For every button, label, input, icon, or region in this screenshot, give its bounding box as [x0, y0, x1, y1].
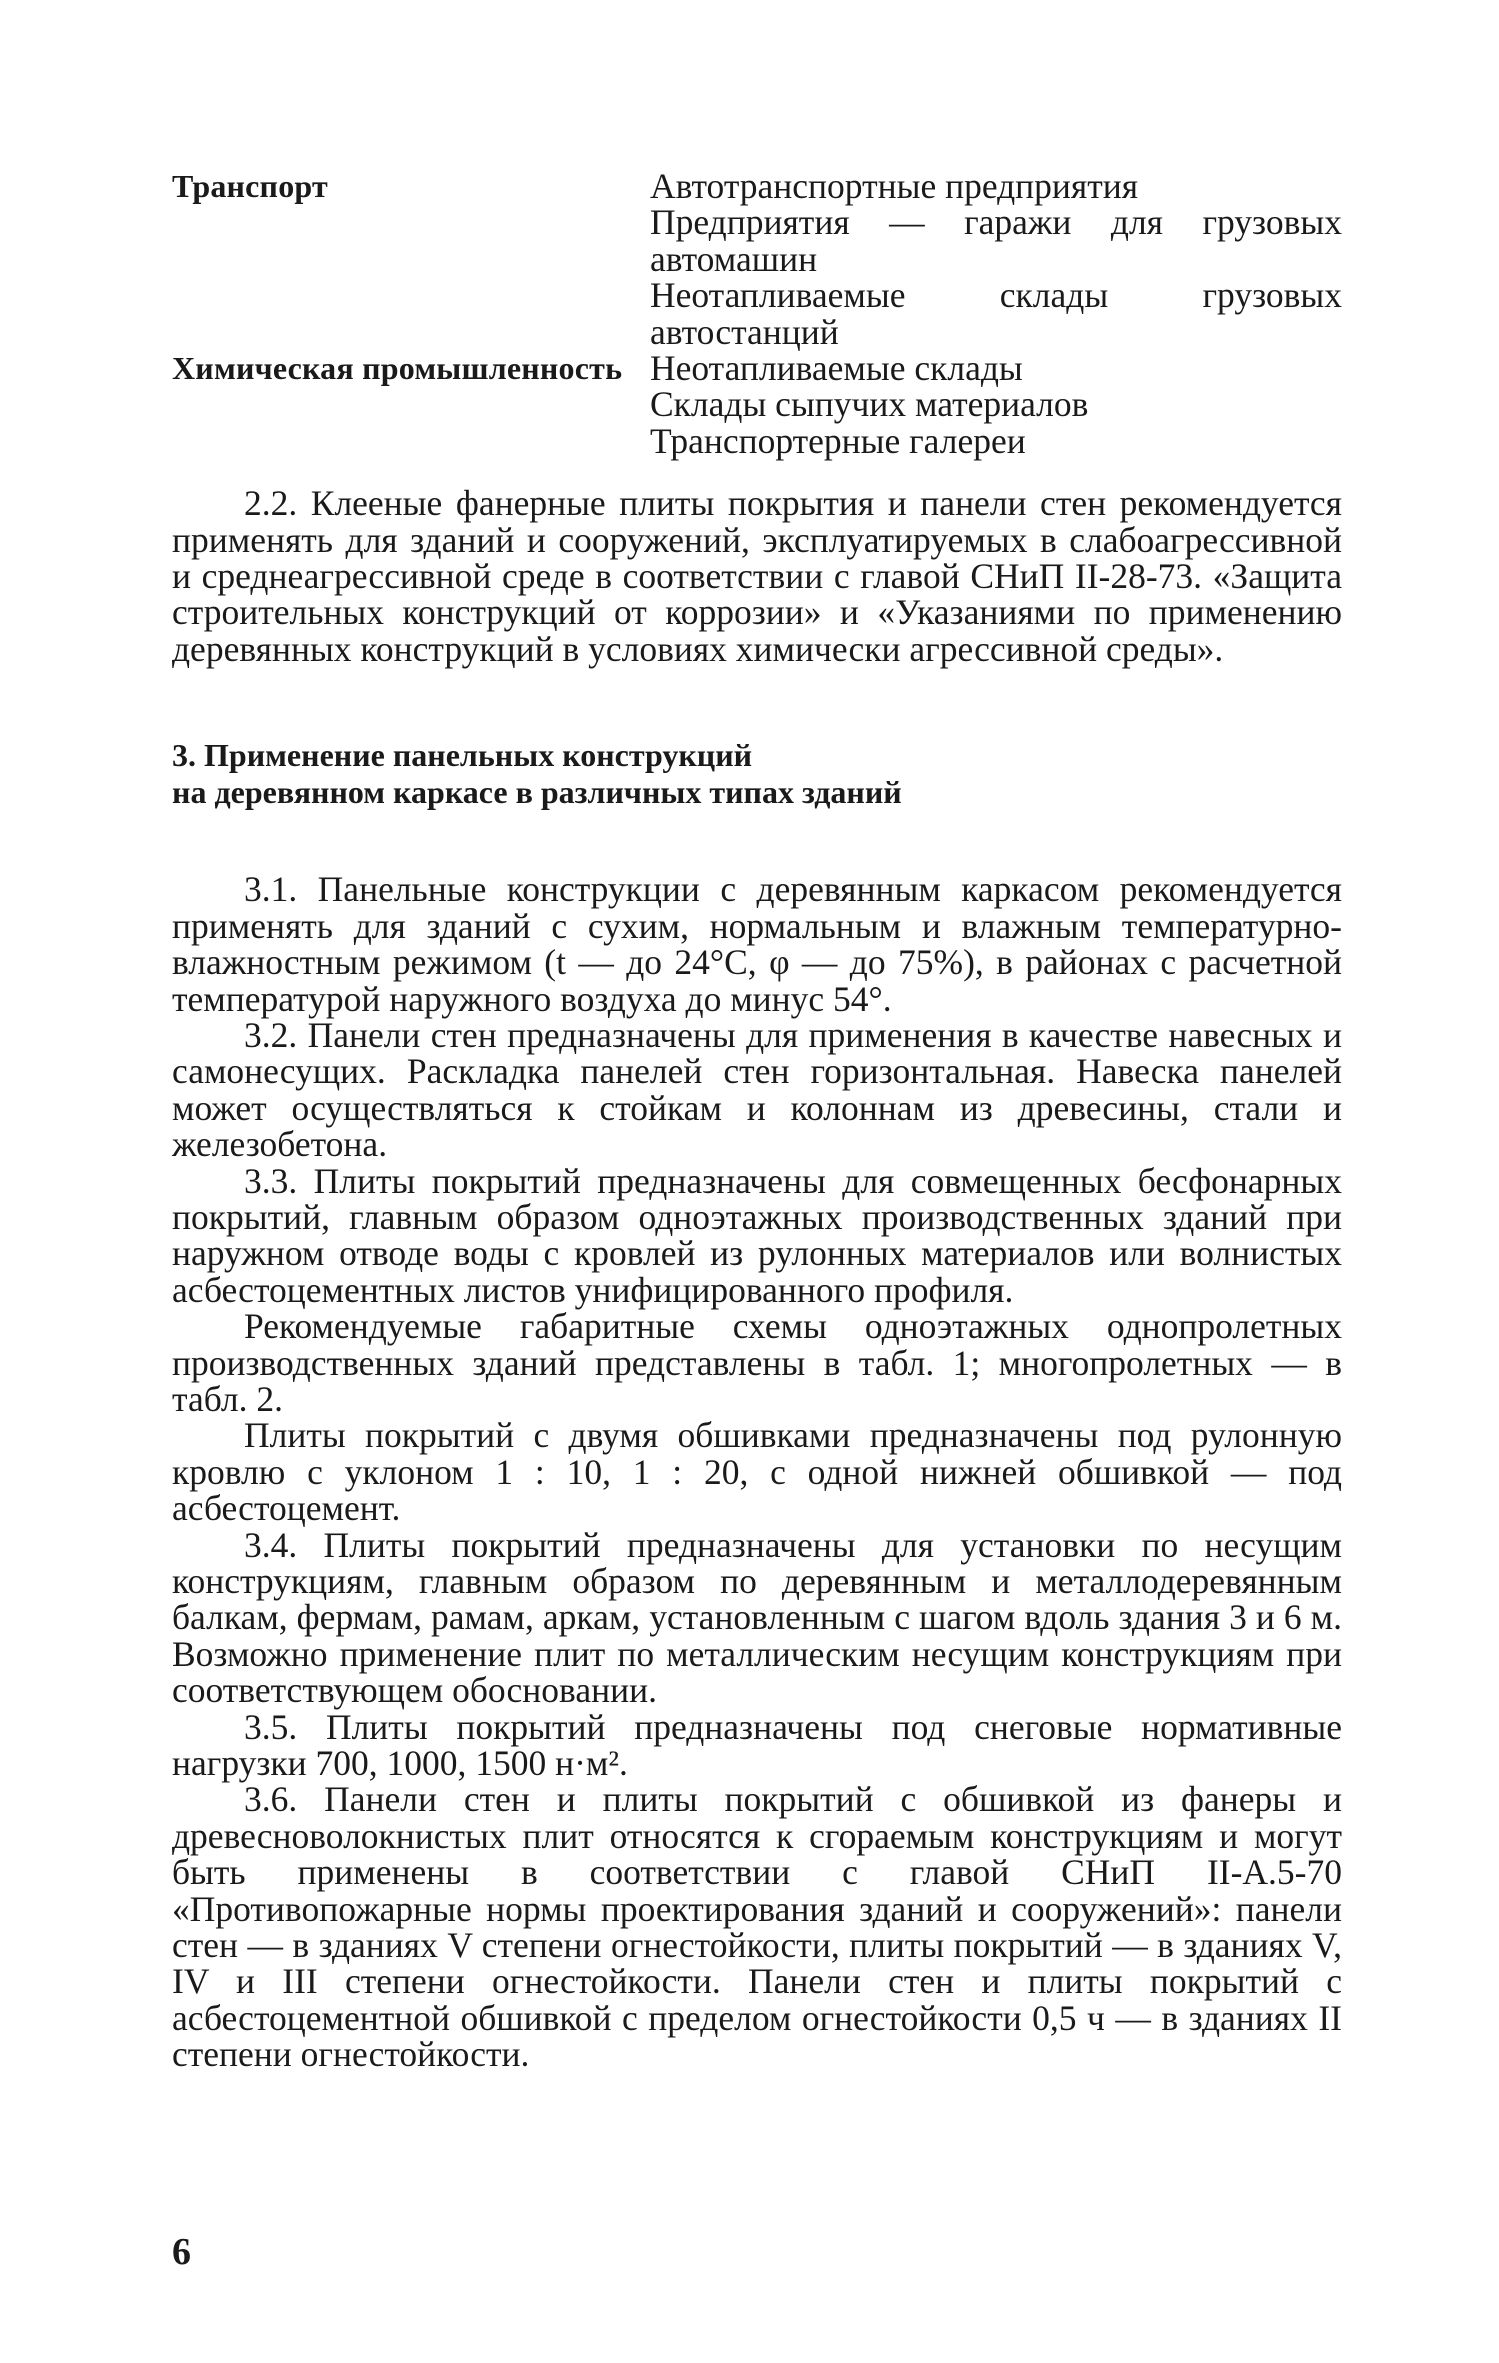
paragraph-3-5: 3.5. Плиты покрытий предназначены под снеговые нормативные нагрузки 700, 1000, 1500 н·м².	[172, 1706, 1342, 1784]
paragraph-3-2: 3.2. Панели стен предназначены для применения в качестве навесных и самонесущих. Раскладка панелей стен горизонтальная. Навеска панелей может осуществляться к стойкам и колоннам из древесины, стали и железобетона.	[172, 1014, 1342, 1165]
paragraph-3-3-roofing: Плиты покрытий с двумя обшивками предназначены под рулонную кровлю с уклоном 1 : 10, 1 : 20, с одной нижней обшивкой — под асбестоцемент.	[172, 1415, 1342, 1529]
table-entries	[650, 168, 1342, 459]
table-entry: Неотапливаемые склады грузовых автостанций	[650, 275, 1342, 352]
section-3-heading	[172, 737, 1342, 811]
paragraph-3-1: 3.1. Панельные конструкции с деревянным каркасом рекомендуется применять для зданий с сухим, нормальным и влажным температурно-влажностным режимом (t — до 24°С, φ — до 75%), в районах с расчетной температурой наружного воздуха до минус 54°.	[172, 869, 1342, 1019]
table-entry: Автотранспортные предприятия	[650, 166, 1139, 206]
paragraph-3-3-schemes: Рекомендуемые габаритные схемы одноэтажных однопролетных производственных зданий представлены в табл. 1; многопролетных — в табл. 2.	[172, 1306, 1342, 1419]
category-chemical-industry: Химическая промышленность	[172, 350, 623, 386]
paragraph-2-2: 2.2. Клееные фанерные плиты покрытия и панели стен рекомендуется применять для зданий и сооружений, эксплуатируемых в слабоагрессивной и среднеагрессивной среде в соответствии с главой СНиП II-28-73. «Защита строительных конструкций от коррозии» и «Указаниями по применению деревянных конструкций в условиях химически агрессивной среды».	[172, 483, 1342, 669]
page-number: 6	[172, 2231, 191, 2273]
table-entry: Транспортерные галереи	[650, 420, 1026, 461]
table-categories	[172, 168, 650, 459]
table-entry: Предприятия — гаражи для грузовых автомашин	[650, 202, 1342, 279]
document-page	[172, 168, 1342, 2073]
paragraph-3-4: 3.4. Плиты покрытий предназначены для установки по несущим конструкциям, главным образом по деревянным и металлодеревянным балкам, фермам, рамам, аркам, установленным с шагом вдоль здания 3 и 6 м. Возможно применение плит по металлическим несущим конструкциям при соответствующем обосновании.	[172, 1524, 1342, 1711]
table-row-category	[172, 350, 650, 386]
section-3-heading-line2: на деревянном каркасе в различных типах зданий	[172, 774, 902, 811]
category-transport: Транспорт	[172, 168, 328, 204]
building-type-table	[172, 168, 1342, 459]
section-3-heading-line1: 3. Применение панельных конструкций	[172, 737, 753, 774]
paragraph-3-6: 3.6. Панели стен и плиты покрытий с обшивкой из фанеры и древесноволокнистых плит относятся к сгораемым конструкциям и могут быть применены в соответствии с главой СНиП II-А.5-70 «Противопожарные нормы проектирования зданий и сооружений»: панели стен — в зданиях V степени огнестойкости, плиты покрытий — в зданиях V, IV и III степени огнестойкости. Панели стен и плиты покрытий с асбестоцементной обшивкой с пределом огнестойкости 0,5 ч — в зданиях II степени огнестойкости.	[172, 1779, 1342, 2075]
paragraph-3-3: 3.3. Плиты покрытий предназначены для совмещенных бесфонарных покрытий, главным образом одноэтажных производственных зданий при наружном отводе воды с кровлей из рулонных материалов или волнистых асбестоцементных листов унифицированного профиля.	[172, 1160, 1342, 1310]
table-row-category	[172, 168, 650, 204]
table-entry: Неотапливаемые склады	[650, 348, 1023, 389]
table-entry: Склады сыпучих материалов	[650, 384, 1089, 425]
